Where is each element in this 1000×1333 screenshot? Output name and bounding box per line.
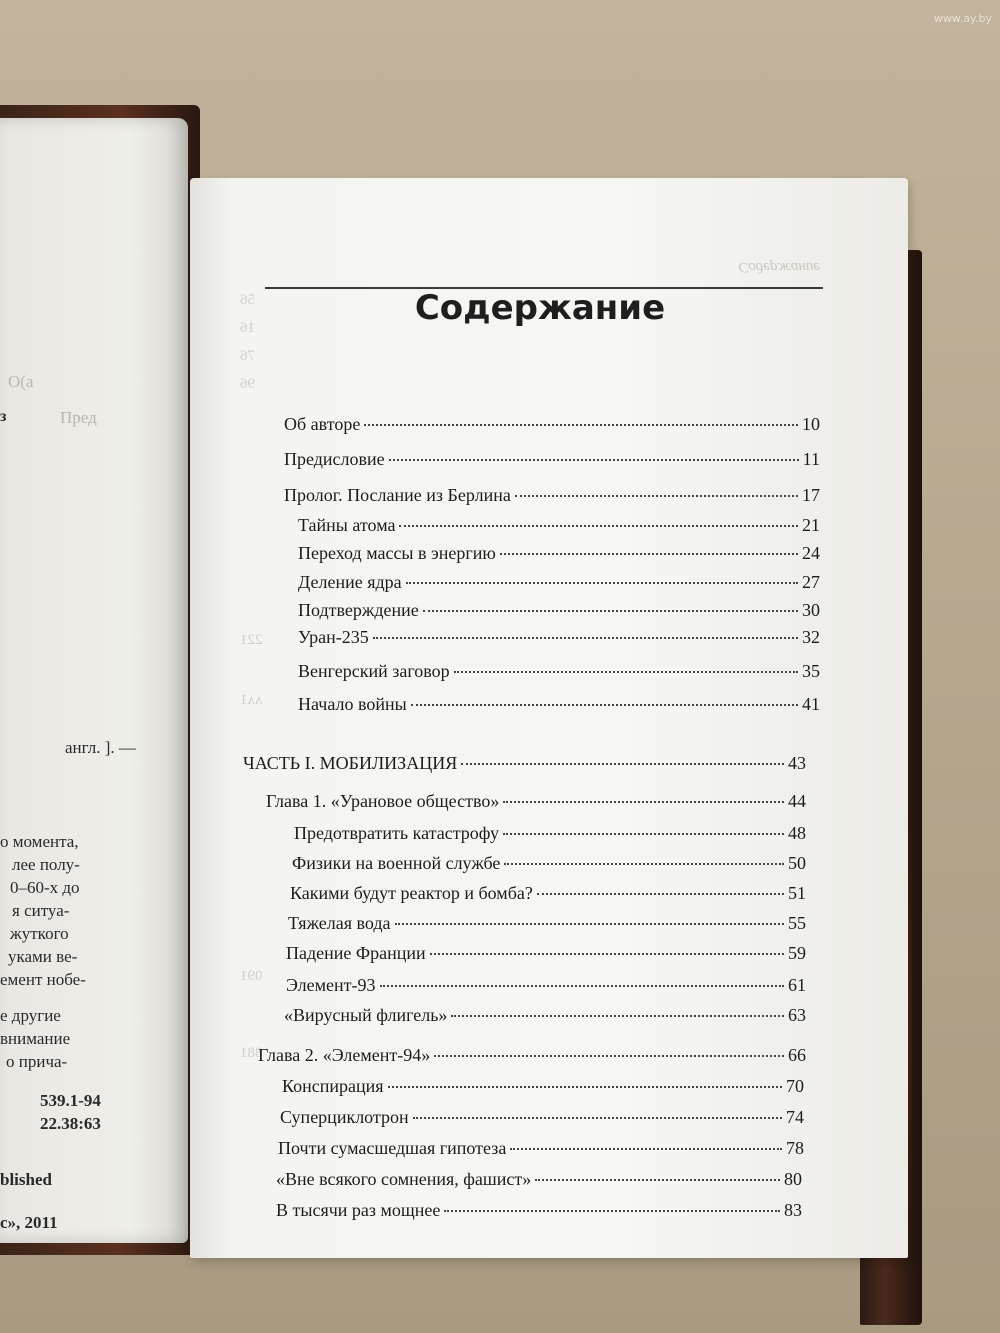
toc-entry-page: 32 — [802, 627, 820, 647]
left-page-line: 0–60-х до — [10, 878, 80, 897]
toc-entry-page: 48 — [788, 823, 806, 843]
toc-entry-page: 35 — [802, 661, 820, 681]
toc-entry — [278, 1138, 804, 1166]
leader-dots — [510, 1148, 782, 1150]
toc-entry-label: Конспирация — [282, 1076, 384, 1096]
toc-entry-page: 78 — [786, 1138, 804, 1158]
toc-entry-label: Деление ядра — [298, 572, 402, 592]
left-page-line: 22.38:63 — [40, 1114, 101, 1133]
toc-entry-label: «Вне всякого сомнения, фашист» — [276, 1169, 532, 1189]
toc-entry-page: 30 — [802, 600, 820, 620]
leader-dots — [461, 763, 784, 765]
toc-entry-label: Уран-235 — [298, 627, 369, 647]
leader-dots — [535, 1179, 780, 1181]
toc-entry-page: 27 — [802, 572, 820, 592]
toc-entry-page: 51 — [788, 883, 806, 903]
toc-entry-label: Элемент-93 — [286, 975, 376, 995]
leader-dots — [406, 582, 798, 584]
toc-entry-page: 21 — [802, 515, 820, 535]
toc-entry — [284, 449, 820, 477]
leader-dots — [373, 637, 798, 639]
toc-entry — [298, 543, 820, 571]
toc-entry-page: 11 — [802, 449, 820, 469]
toc-entry — [298, 515, 820, 543]
left-page-line: лее полу- — [12, 855, 80, 874]
leader-dots — [430, 953, 784, 955]
toc-entry-label: Предисловие — [284, 449, 385, 469]
toc-entry-page: 24 — [802, 543, 820, 563]
left-page-line: уками ве- — [8, 947, 78, 966]
toc-entry-page: 41 — [802, 694, 820, 714]
leader-dots — [503, 801, 784, 803]
toc-entry — [294, 823, 806, 851]
toc-entry-page: 43 — [788, 753, 806, 773]
leader-dots — [503, 833, 784, 835]
toc-entry-label: Глава 1. «Урановое общество» — [266, 791, 500, 811]
toc-entry — [298, 627, 820, 655]
toc-entry — [284, 1005, 806, 1033]
toc-entry — [276, 1200, 802, 1228]
leader-dots — [395, 923, 784, 925]
toc-entry-label: Пролог. Послание из Берлина — [284, 485, 511, 505]
toc-entry — [276, 1169, 802, 1197]
toc-entry — [258, 1045, 806, 1073]
toc-entry — [298, 661, 820, 689]
toc-entry-page: 17 — [802, 485, 820, 505]
toc-entry — [298, 600, 820, 628]
toc-entry-page: 80 — [784, 1169, 802, 1189]
left-page: О(а Пред з англ. ]. — о момента, лее полу- 0–60-х до я ситуа- жуткого уками ве- емент нобе- е другие внимание о прича- 539.1-94 22.38:63 blished с», 2011 — [0, 118, 188, 1243]
toc-entry-page: 63 — [788, 1005, 806, 1025]
leader-dots — [444, 1210, 780, 1212]
toc-entry-label: Суперциклотрон — [280, 1107, 409, 1127]
toc-entry — [284, 414, 820, 442]
toc-entry-label: Какими будут реактор и бомба? — [290, 883, 533, 903]
toc-entry-page: 83 — [784, 1200, 802, 1220]
left-page-line: внимание — [0, 1029, 71, 1048]
toc-entry — [282, 1076, 804, 1104]
toc-entry-label: Начало войны — [298, 694, 407, 714]
leader-dots — [380, 985, 785, 987]
toc-entry — [298, 694, 820, 722]
toc-entry-page: 74 — [786, 1107, 804, 1127]
toc-entry-page: 66 — [788, 1045, 806, 1065]
toc-entry-label: Тяжелая вода — [288, 913, 391, 933]
leader-dots — [411, 704, 798, 706]
left-page-line: е другие — [0, 1006, 61, 1025]
toc-entry — [266, 791, 806, 819]
toc-entry-label: Тайны атома — [298, 515, 396, 535]
leader-dots — [388, 1086, 782, 1088]
leader-dots — [451, 1015, 784, 1017]
leader-dots — [364, 424, 798, 426]
toc-entry — [286, 943, 806, 971]
leader-dots — [500, 553, 798, 555]
toc-entry-label: Падение Франции — [286, 943, 426, 963]
left-page-line: я ситуа- — [12, 901, 70, 920]
toc-entry — [243, 753, 806, 781]
toc-entry-label: Глава 2. «Элемент-94» — [258, 1045, 431, 1065]
toc-entry-page: 61 — [788, 975, 806, 995]
leader-dots — [504, 863, 784, 865]
toc-entry — [290, 883, 806, 911]
toc-entry — [298, 572, 820, 600]
left-page-line: англ. ]. — — [65, 738, 136, 757]
toc-entry-label: ЧАСТЬ I. МОБИЛИЗАЦИЯ — [243, 753, 458, 773]
leader-dots — [423, 610, 798, 612]
toc-entry-page: 59 — [788, 943, 806, 963]
toc-entry — [286, 975, 806, 1003]
left-page-line: о прича- — [6, 1052, 68, 1071]
leader-dots — [537, 893, 784, 895]
toc-entry-label: Венгерский заговор — [298, 661, 450, 681]
toc-entry — [288, 913, 806, 941]
leader-dots — [389, 459, 799, 461]
toc-entry-label: «Вирусный флигель» — [284, 1005, 448, 1025]
left-page-line: blished — [0, 1170, 52, 1189]
left-page-line: с», 2011 — [0, 1213, 58, 1232]
leader-dots — [434, 1055, 784, 1057]
toc-entry-label: Подтверждение — [298, 600, 419, 620]
left-page-line: емент нобе- — [0, 970, 86, 989]
page-title: Содержание — [414, 288, 666, 328]
toc-entry-page: 70 — [786, 1076, 804, 1096]
toc-entry — [280, 1107, 804, 1135]
toc-entry-page: 55 — [788, 913, 806, 933]
leader-dots — [413, 1117, 782, 1119]
watermark: www.ay.by — [933, 12, 992, 25]
toc-entry — [284, 485, 820, 513]
leader-dots — [454, 671, 798, 673]
left-page-line: жуткого — [10, 924, 69, 943]
left-page-line: 539.1-94 — [40, 1091, 101, 1110]
toc-entry-label: В тысячи раз мощнее — [276, 1200, 441, 1220]
toc-entry-page: 50 — [788, 853, 806, 873]
leader-dots — [399, 525, 798, 527]
toc-entry-label: Предотвратить катастрофу — [294, 823, 499, 843]
toc-entry-page: 44 — [788, 791, 806, 811]
toc-entry-label: Об авторе — [284, 414, 361, 434]
toc-entry — [292, 853, 806, 881]
running-header: Содержание — [738, 259, 820, 275]
left-page-line: о момента, — [0, 832, 79, 851]
leader-dots — [515, 495, 798, 497]
toc-entry-label: Почти сумасшедшая гипотеза — [278, 1138, 507, 1158]
toc-entry-label: Физики на военной службе — [292, 853, 501, 873]
toc-entry-page: 10 — [802, 414, 820, 434]
toc-entry-label: Переход массы в энергию — [298, 543, 496, 563]
